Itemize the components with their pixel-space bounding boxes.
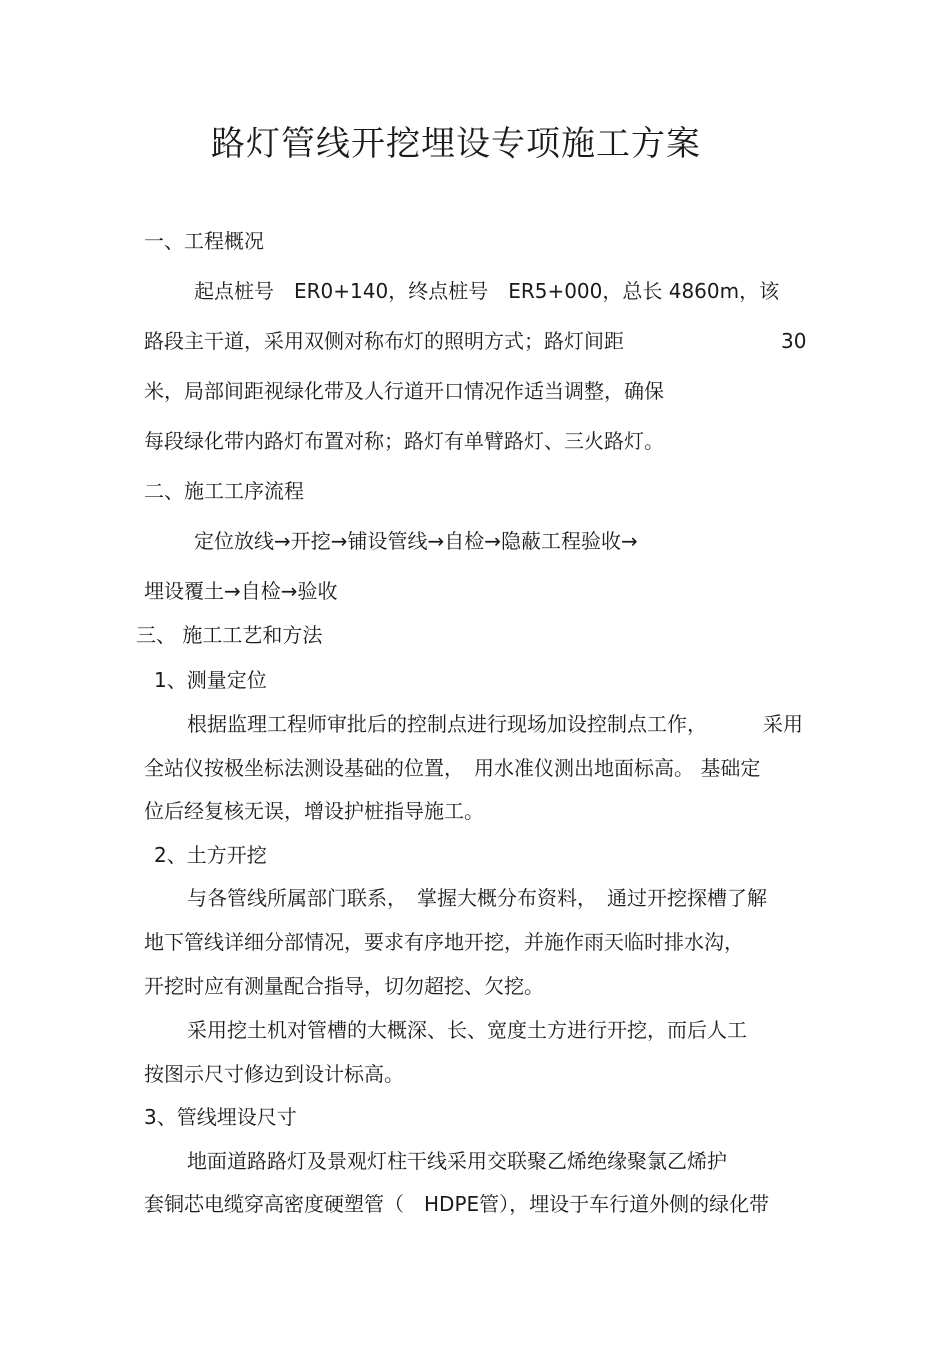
section-2-flow-line-2: 埋设覆土→自检→验收 (144, 579, 338, 603)
subsection-3-heading: 3、管线埋设尺寸 (144, 1105, 297, 1129)
subsection-2-heading: 2、土方开挖 (154, 843, 267, 867)
subsection-3-line-2: 套铜芯电缆穿高密度硬塑管（ HDPE管），埋设于车行道外侧的绿化带 (144, 1192, 770, 1216)
subsection-1-line-1-end: 采用 (763, 712, 803, 736)
subsection-3-line-1: 地面道路路灯及景观灯柱干线采用交联聚乙烯绝缘聚氯乙烯护 (187, 1149, 727, 1173)
section-3-heading: 三、 施工工艺和方法 (136, 623, 323, 647)
subsection-2-line-4: 采用挖土机对管槽的大概深、长、宽度土方进行开挖，而后人工 (187, 1018, 747, 1042)
document-title: 路灯管线开挖埋设专项施工方案 (211, 124, 701, 164)
subsection-1-line-2: 全站仪按极坐标法测设基础的位置， 用水准仪测出地面标高。 基础定 (144, 756, 761, 780)
subsection-1-line-3: 位后经复核无误，增设护桩指导施工。 (144, 799, 484, 823)
section-1-heading: 一、工程概况 (144, 229, 264, 253)
section-1-spacing-value: 30 (781, 329, 807, 353)
subsection-1-heading: 1、测量定位 (154, 668, 267, 692)
subsection-2-line-5: 按图示尺寸修边到设计标高。 (144, 1062, 404, 1086)
subsection-1-line-1: 根据监理工程师审批后的控制点进行现场加设控制点工作， (187, 712, 707, 736)
section-1-paragraph-line-2: 路段主干道，采用双侧对称布灯的照明方式；路灯间距 (144, 329, 624, 353)
section-1-paragraph-line-4: 每段绿化带内路灯布置对称；路灯有单臂路灯、三火路灯。 (144, 429, 664, 453)
section-1-paragraph-line-1: 起点桩号 ER0+140，终点桩号 ER5+000，总长 4860m，该 (194, 279, 780, 303)
subsection-2-line-2: 地下管线详细分部情况，要求有序地开挖，并施作雨天临时排水沟， (144, 930, 744, 954)
subsection-2-line-3: 开挖时应有测量配合指导，切勿超挖、欠挖。 (144, 974, 544, 998)
section-2-flow-line-1: 定位放线→开挖→铺设管线→自检→隐蔽工程验收→ (194, 529, 638, 553)
section-1-paragraph-line-3: 米，局部间距视绿化带及人行道开口情况作适当调整，确保 (144, 379, 664, 403)
section-2-heading: 二、施工工序流程 (144, 479, 304, 503)
subsection-2-line-1: 与各管线所属部门联系， 掌握大概分布资料， 通过开挖探槽了解 (187, 886, 767, 910)
